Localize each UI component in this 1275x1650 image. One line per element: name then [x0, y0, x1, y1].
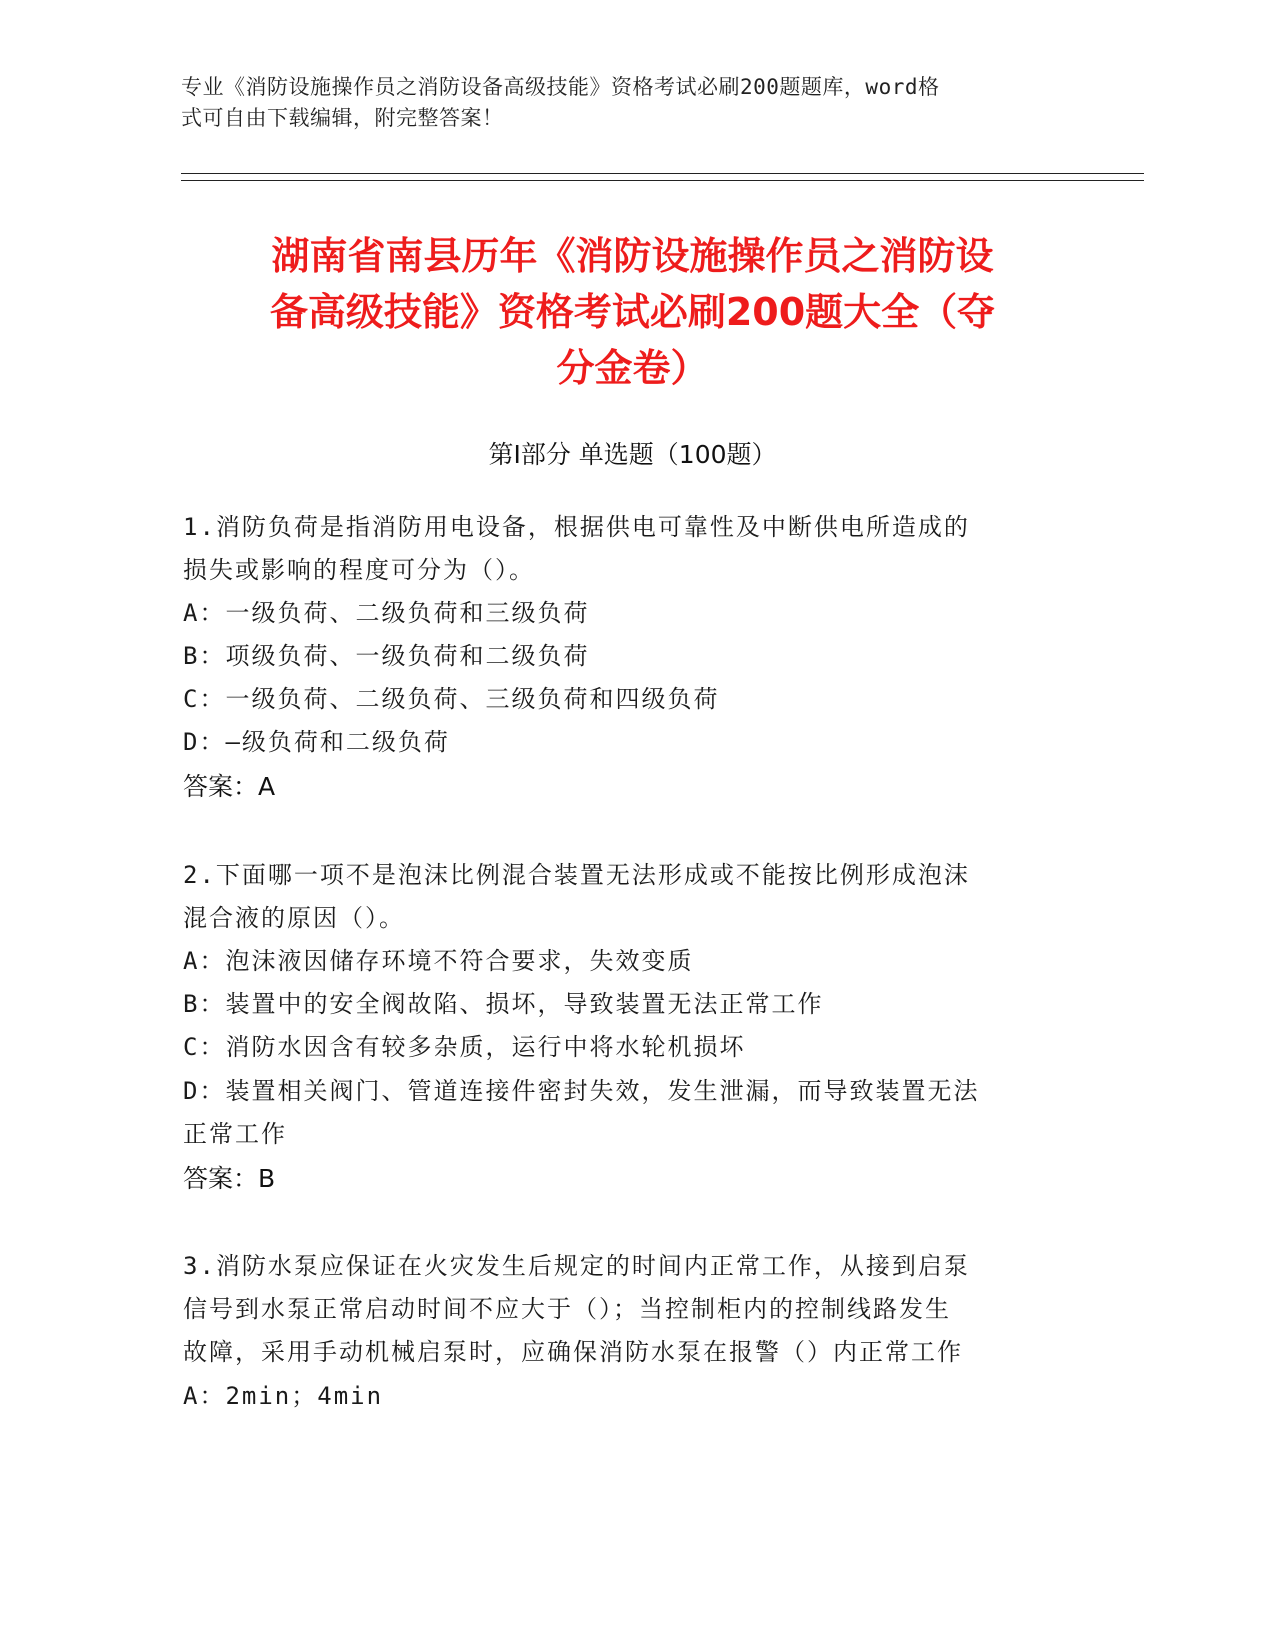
question-1-stem-line-2: 损失或影响的程度可分为（）。 — [183, 556, 535, 584]
question-1-option-d: D：—级负荷和二级负荷 — [183, 728, 450, 756]
question-1-option-c: C：一级负荷、二级负荷、三级负荷和四级负荷 — [183, 685, 720, 713]
question-2-stem-line-1: 2.下面哪一项不是泡沫比例混合装置无法形成或不能按比例形成泡沫 — [183, 861, 970, 889]
document-title-line-1: 湖南省南县历年《消防设施操作员之消防设 — [271, 234, 994, 278]
section-title: 第Ⅰ部分 单选题（100题） — [488, 440, 777, 469]
question-1-option-b: B：项级负荷、一级负荷和二级负荷 — [183, 642, 590, 670]
header-divider-top — [181, 173, 1144, 174]
header-note — [181, 72, 1051, 134]
question-2-option-a: A：泡沫液因储存环境不符合要求，失效变质 — [183, 947, 694, 975]
question-2-option-d-line-1: D：装置相关阀门、管道连接件密封失效，发生泄漏，而导致装置无法 — [183, 1077, 980, 1105]
document-title-line-3: 分金卷） — [556, 346, 709, 390]
header-note-line-1: 专业《消防设施操作员之消防设备高级技能》资格考试必刷200题题库，word格 — [181, 75, 940, 99]
question-2-option-b: B：装置中的安全阀故陷、损坏，导致装置无法正常工作 — [183, 990, 824, 1018]
question-3-option-a: A：2min；4min — [183, 1382, 384, 1410]
question-2-option-c: C：消防水因含有较多杂质，运行中将水轮机损坏 — [183, 1033, 746, 1061]
question-1-answer: 答案：A — [183, 772, 276, 801]
header-note-line-2: 式可自由下载编辑，附完整答案！ — [181, 106, 504, 130]
header-divider-bottom — [181, 180, 1144, 181]
document-title-line-2: 备高级技能》资格考试必刷200题大全（夺 — [269, 290, 996, 334]
question-1-stem-line-1: 1.消防负荷是指消防用电设备，根据供电可靠性及中断供电所造成的 — [183, 513, 970, 541]
question-2-option-d-line-2: 正常工作 — [183, 1120, 287, 1148]
question-3-stem-line-3: 故障，采用手动机械启泵时，应确保消防水泵在报警（）内正常工作 — [183, 1338, 963, 1366]
question-3-stem-line-1: 3.消防水泵应保证在火灾发生后规定的时间内正常工作，从接到启泵 — [183, 1252, 970, 1280]
question-2-stem-line-2: 混合液的原因（）。 — [183, 904, 405, 932]
document-title — [181, 228, 1084, 396]
question-3-stem-line-2: 信号到水泵正常启动时间不应大于（）；当控制柜内的控制线路发生 — [183, 1295, 951, 1323]
question-1-option-a: A：一级负荷、二级负荷和三级负荷 — [183, 599, 590, 627]
question-2-answer: 答案：B — [183, 1164, 276, 1193]
